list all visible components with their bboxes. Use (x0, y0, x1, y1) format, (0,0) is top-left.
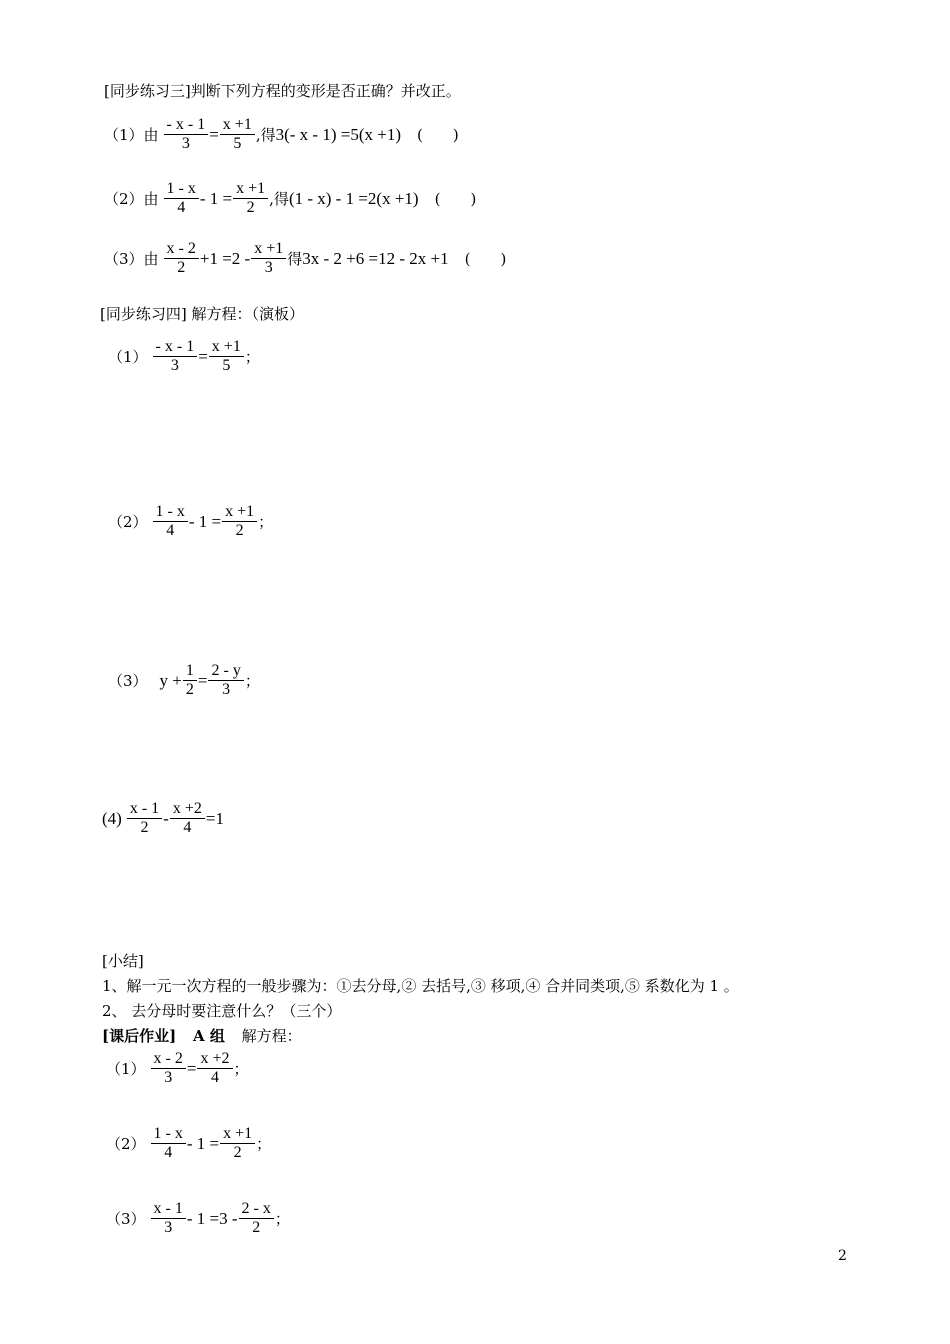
fraction: $\frac{1}{2}$ (183, 662, 197, 700)
summary-title: [小结] (102, 952, 144, 970)
item-label: （3） (108, 672, 148, 691)
operator-text: = (186, 1058, 197, 1078)
item-label: （1）由 (104, 126, 159, 145)
operator-text: y + (159, 670, 182, 690)
connector-text: ,得 (255, 126, 276, 145)
item-label: （2） (106, 1135, 146, 1154)
fraction: $\frac{x +2}{4}$ (197, 1050, 232, 1088)
item-tail: =1 (205, 808, 224, 828)
answer-blank: ( ) (434, 190, 477, 209)
item-tail: ； (258, 513, 274, 532)
operator-text: +1 =2 - (199, 248, 251, 268)
fraction: $\frac{2 - y}{3}$ (208, 662, 243, 700)
operator-text: - 1 = (188, 511, 222, 531)
summary-line-2: 2、 去分母时要注意什么？（三个） (102, 1002, 342, 1020)
fraction: $\frac{x - 2}{3}$ (151, 1050, 186, 1088)
homework-item-1 (106, 1050, 249, 1088)
answer-blank: ( ) (464, 250, 507, 269)
homework-item-2 (106, 1125, 271, 1163)
operator-text: - 1 = (199, 188, 233, 208)
fraction: $\frac{x +1}{3}$ (251, 240, 286, 278)
fraction: $\frac{- x - 1}{3}$ (153, 338, 198, 376)
item-tail: ； (274, 1210, 290, 1229)
transformed-equation: 3x - 2 +6 =12 - 2x +1 (302, 248, 449, 268)
item-label: （3）由 (104, 250, 159, 269)
operator-text: = (197, 670, 208, 690)
fraction: $\frac{x - 1}{3}$ (151, 1200, 186, 1238)
item-label: （2）由 (104, 190, 159, 209)
equals-sign: = (209, 124, 219, 144)
fraction: $\frac{2 - x}{2}$ (239, 1200, 274, 1238)
homework-title: [课后作业] (102, 1027, 177, 1045)
item-label: （1） (106, 1060, 146, 1079)
homework-instruction: 解方程： (241, 1027, 302, 1045)
operator-text: = (198, 346, 208, 366)
fraction: $\frac{x +1}{5}$ (220, 116, 255, 154)
item-label: （2） (108, 513, 148, 532)
transformed-equation: (1 - x) - 1 =2(x +1) (288, 188, 419, 208)
item-tail: ； (244, 348, 260, 367)
item-label: （1） (108, 348, 148, 367)
item-tail: ； (233, 1060, 249, 1079)
fraction: $\frac{x +1}{5}$ (209, 338, 244, 376)
homework-header (102, 1025, 302, 1046)
exercise4-title: [同步练习四] 解方程：（演板） (100, 305, 304, 323)
connector-text: 得 (287, 250, 303, 269)
ex3-item-1 (104, 116, 459, 154)
fraction: $\frac{x +1}{2}$ (220, 1125, 255, 1163)
ex4-item-3 (108, 662, 260, 700)
fraction: $\frac{1 - x}{4}$ (151, 1125, 186, 1163)
fraction: $\frac{x +2}{4}$ (170, 800, 205, 838)
ex3-item-3 (104, 240, 506, 278)
homework-item-3 (106, 1200, 290, 1238)
item-tail: ； (244, 672, 260, 691)
operator-text: - 1 =3 - (186, 1208, 238, 1228)
operator-text: - 1 = (186, 1133, 220, 1153)
transformed-equation: 3(- x - 1) =5(x +1) (275, 124, 402, 144)
fraction: $\frac{- x - 1}{3}$ (164, 116, 209, 154)
ex3-item-2 (104, 180, 476, 218)
homework-group: A 组 (192, 1027, 225, 1045)
fraction: $\frac{x - 2}{2}$ (164, 240, 199, 278)
answer-blank: ( ) (417, 126, 459, 145)
exercise3-title: [同步练习三]判断下列方程的变形是否正确？并改正。 (104, 82, 461, 100)
fraction: $\frac{x - 1}{2}$ (127, 800, 162, 838)
fraction: $\frac{1 - x}{4}$ (164, 180, 199, 218)
item-label: （3） (106, 1210, 146, 1229)
fraction: $\frac{1 - x}{4}$ (153, 503, 188, 541)
item-label: (4) (102, 808, 122, 828)
item-tail: ； (256, 1135, 272, 1154)
fraction: $\frac{x +1}{2}$ (222, 503, 257, 541)
connector-text: ,得 (269, 190, 289, 209)
ex4-item-4 (102, 800, 224, 838)
operator-text: - (163, 808, 169, 828)
page-number: 2 (838, 1248, 847, 1264)
fraction: $\frac{x +1}{2}$ (233, 180, 268, 218)
ex4-item-1 (108, 338, 260, 376)
summary-line-1: 1、解一元一次方程的一般步骤为：①去分母,② 去括号,③ 移项,④ 合并同类项,⑤ 系数化为 1 。 (102, 977, 739, 995)
ex4-item-2 (108, 503, 273, 541)
